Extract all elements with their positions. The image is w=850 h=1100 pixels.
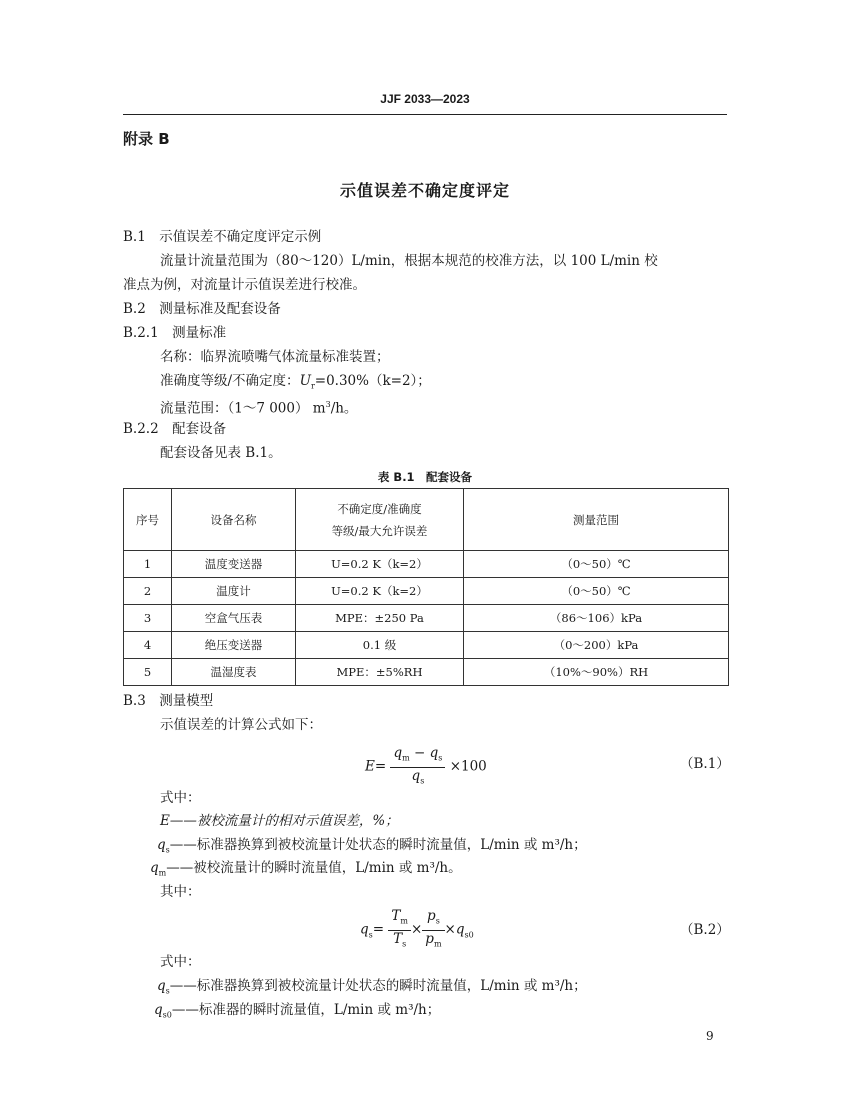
operator: − [409,745,430,761]
where-label: 式中： [160,790,201,806]
table-cell: 空盒气压表 [172,605,296,632]
table-row [124,551,729,578]
equation-number: （B.2） [680,922,730,938]
equation-b2 [360,908,474,952]
heading-b2: B.2 测量标准及配套设备 [123,301,281,317]
where-label: 式中： [160,954,201,970]
standard-range [160,396,357,418]
appendix-label: 附录 B [123,130,170,148]
subscript: s0 [464,930,474,940]
symbol: q [360,921,369,938]
eq-numerator [390,745,445,768]
definition-qs [157,836,587,860]
eq-numerator [388,908,411,931]
subscript: s [435,916,440,926]
definition-qm [150,859,462,883]
table-caption: 表 B.1 配套设备 [377,470,473,484]
text: ——被校流量计的瞬时流量值，L/min 或 m³/h。 [166,860,462,876]
table-cell: 3 [124,605,172,632]
table-cell: MPE：±250 Pa [296,605,464,632]
col-header [296,489,464,551]
eq-denominator [422,931,444,953]
table-cell: 0.1 级 [296,632,464,659]
table-cell: 温度变送器 [172,551,296,578]
table-cell: （0～200）kPa [464,632,729,659]
table-cell: U=0.2 K（k=2） [296,551,464,578]
eq-fraction [422,908,444,952]
table-row [124,605,729,632]
subscript: s0 [162,1010,172,1020]
symbol: q [154,1002,163,1018]
standard-accuracy [160,372,431,396]
operator: = [372,921,385,938]
paragraph-line: 配套设备见表 B.1。 [160,445,282,461]
col-header-line: 等级/最大允许误差 [331,523,428,538]
eq-fraction [390,745,445,789]
standard-name: 名称：临界流喷嘴气体流量标准装置； [160,349,390,365]
symbol: U [299,373,311,389]
paragraph-line: 流量计流量范围为（80～120）L/min，根据本规范的校准方法，以 100 L/min 校 [160,253,658,269]
subscript: r [310,381,315,391]
subscript: s [368,930,373,940]
col-header: 测量范围 [464,489,729,551]
equation-number: （B.1） [680,756,730,772]
text: =0.30%（k=2）； [314,373,431,389]
equipment-table [123,488,729,686]
operator: × [410,921,423,938]
paragraph-line: 准点为例，对流量计示值误差进行校准。 [123,277,366,293]
eq-numerator [422,908,444,931]
symbol: q [157,837,166,853]
symbol: q [455,921,465,938]
symbol: q [429,745,439,761]
text: ——标准器的瞬时流量值，L/min 或 m³/h； [171,1002,441,1018]
table-cell: （10%～90%）RH [464,659,729,686]
symbol: T [391,908,401,924]
operator: × [444,921,456,938]
page-number: 9 [706,1029,714,1043]
table-header-row [124,489,729,551]
text: 流量范围：（1～7 000） m [160,400,326,417]
subscript: m [158,868,167,878]
eq-denominator [390,768,445,790]
table-cell: （0～50）℃ [464,551,729,578]
eq-lhs: E= [365,758,387,775]
symbol: q [411,767,421,784]
subscript: s [165,845,170,855]
symbol: p [427,908,436,924]
table-cell: MPE：±5%RH [296,659,464,686]
subscript: s [420,776,425,786]
table-cell: 2 [124,578,172,605]
heading-b3: B.3 测量模型 [123,693,214,709]
heading-b1: B.1 示值误差不确定度评定示例 [123,229,322,245]
table-cell: 5 [124,659,172,686]
symbol: T [393,930,403,947]
heading-b22: B.2.2 配套设备 [123,421,227,437]
symbol: q [157,978,166,994]
table-cell: （0～50）℃ [464,578,729,605]
text: 准确度等级/不确定度： [160,373,300,389]
subscript: m [402,753,410,763]
subscript: s [402,939,407,949]
symbol: q [150,860,159,876]
subscript: m [433,939,442,949]
eq-denominator [388,931,411,953]
eq-fraction [388,908,411,952]
definition-qs [157,977,587,1001]
section-title: 示值误差不确定度评定 [339,181,510,200]
definition-e [160,812,399,830]
table-cell: 4 [124,632,172,659]
table-cell: 绝压变送器 [172,632,296,659]
subscript: s [438,753,443,763]
header-rule [123,114,727,115]
table-cell: U=0.2 K（k=2） [296,578,464,605]
subscript: s [165,986,170,996]
text: ——标准器换算到被校流量计处状态的瞬时流量值，L/min 或 m³/h； [169,837,587,853]
equation-b1 [365,745,487,789]
text: E——被校流量计的相对示值误差，%； [160,813,399,829]
symbol: q [393,745,403,761]
page-header: JJF 2033—2023 [380,92,470,106]
superscript: 3 [325,400,331,409]
table-cell: 温度计 [172,578,296,605]
eq-tail: ×100 [449,758,487,775]
col-header: 序号 [124,489,172,551]
col-header: 设备名称 [172,489,296,551]
symbol: p [425,930,434,947]
table-row [124,659,729,686]
among-label: 其中： [160,884,201,900]
subscript: m [400,916,408,926]
col-header-line: 不确定度/准确度 [337,501,422,516]
table-cell: 1 [124,551,172,578]
table-row [124,632,729,659]
text: /h。 [330,400,358,417]
table-row [124,578,729,605]
table-cell: （86～106）kPa [464,605,729,632]
table-cell: 温湿度表 [172,659,296,686]
heading-b21: B.2.1 测量标准 [123,325,227,341]
paragraph-line: 示值误差的计算公式如下： [160,717,322,733]
definition-qs0 [154,1001,440,1025]
text: ——标准器换算到被校流量计处状态的瞬时流量值，L/min 或 m³/h； [169,978,587,994]
